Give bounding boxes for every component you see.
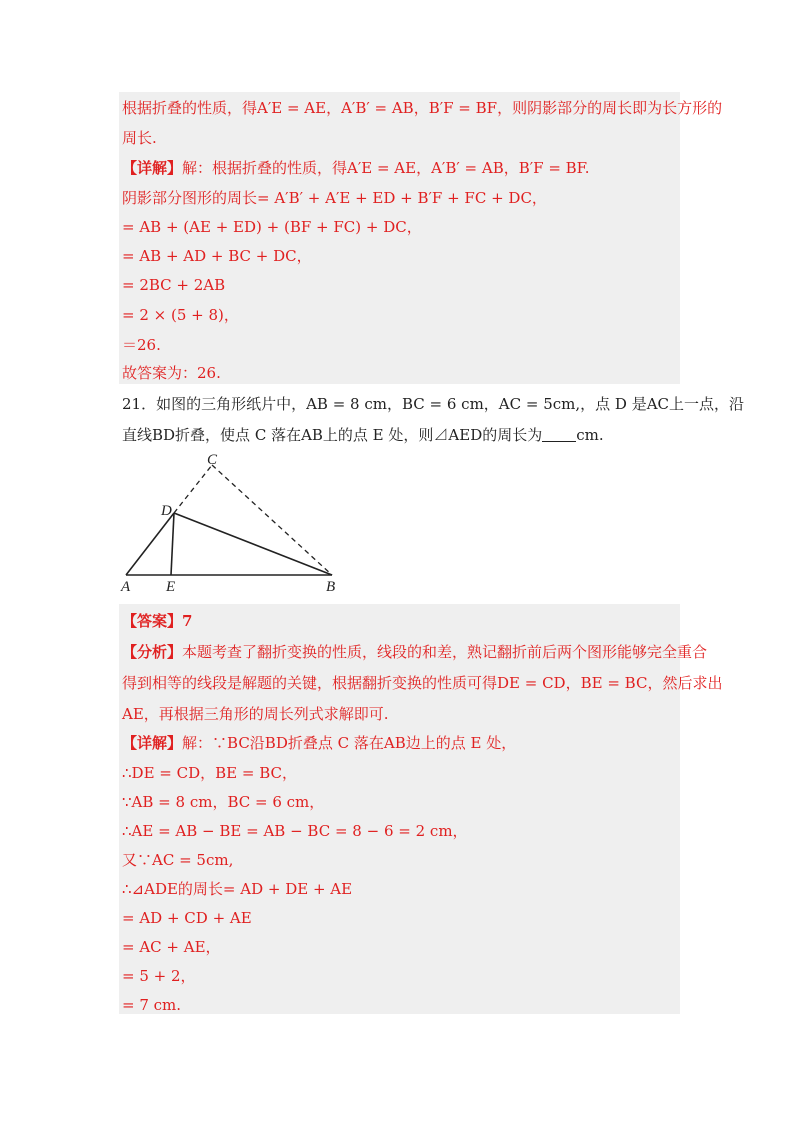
proof-step: = 5 + 2， bbox=[122, 967, 196, 985]
segment-DE bbox=[171, 513, 174, 575]
question-line-2 bbox=[122, 425, 604, 445]
step-line: = 2 × (5 + 8)， bbox=[122, 306, 239, 324]
dashed-CB bbox=[212, 465, 332, 575]
proof-step: ∴⊿ADE的周长= AD + DE + AE bbox=[122, 880, 353, 898]
segment-DB bbox=[174, 513, 332, 575]
analysis-line-1 bbox=[122, 642, 707, 662]
step-line: = 2BC + 2AB bbox=[122, 276, 226, 294]
final-answer-line: 故答案为：26. bbox=[122, 364, 221, 382]
proof-step: ∴AE = AB − BE = AB − BC = 8 − 6 = 2 cm， bbox=[122, 822, 468, 840]
proof-step: 又∵AC = 5cm, bbox=[122, 851, 234, 869]
label-B: B bbox=[326, 579, 336, 595]
proof-step: = AC + AE， bbox=[122, 938, 221, 956]
proof-step: ∵AB = 8 cm，BC = 6 cm， bbox=[122, 793, 325, 811]
detail-line-2 bbox=[122, 733, 516, 753]
analysis-line-3: AE，再根据三角形的周长列式求解即可. bbox=[122, 705, 389, 723]
triangle-figure bbox=[115, 448, 355, 598]
label-C: C bbox=[207, 452, 218, 468]
solution-block-top bbox=[119, 92, 680, 384]
label-D: D bbox=[161, 503, 172, 519]
detail-text-2: 解：∵BC沿BD折叠点 C 落在AB边上的点 E 处， bbox=[182, 734, 517, 752]
answer-blank bbox=[542, 427, 576, 442]
step-line: 阴影部分图形的周长= A′B′ + A′E + ED + B′F + FC + DC， bbox=[122, 189, 547, 207]
detail-tag-2: 【详解】 bbox=[122, 734, 183, 752]
question-text: 直线BD折叠，使点 C 落在AB上的点 E 处，则⊿AED的周长为 bbox=[122, 426, 543, 444]
label-E: E bbox=[166, 579, 176, 595]
solution-intro-line-1: 根据折叠的性质，得A′E = AE，A′B′ = AB，B′F = BF，则阴影部分的周长即为长方形的 bbox=[122, 99, 723, 117]
dashed-DC bbox=[174, 465, 212, 513]
analysis-text-1: 本题考查了翻折变换的性质，线段的和差，熟记翻折前后两个图形能够完全重合 bbox=[182, 643, 708, 661]
segment-AD bbox=[126, 513, 174, 575]
proof-step-final: = 7 cm. bbox=[122, 996, 182, 1014]
question-unit: cm. bbox=[576, 426, 604, 444]
proof-step: = AD + CD + AE bbox=[122, 909, 252, 927]
detail-line bbox=[122, 158, 590, 178]
analysis-tag: 【分析】 bbox=[122, 643, 183, 661]
detail-text: 解：根据折叠的性质，得A′E = AE，A′B′ = AB，B′F = BF. bbox=[182, 159, 590, 177]
analysis-line-2: 得到相等的线段是解题的关键，根据翻折变换的性质可得DE = CD，BE = BC，然后求出 bbox=[122, 674, 723, 692]
solution-intro-line-2: 周长. bbox=[122, 129, 157, 147]
label-A: A bbox=[121, 579, 131, 595]
question-line-1: 21．如图的三角形纸片中，AB = 8 cm，BC = 6 cm，AC = 5cm,，点 D 是AC上一点，沿 bbox=[122, 395, 745, 413]
answer-value: 7 bbox=[182, 612, 193, 630]
answer-line bbox=[122, 611, 192, 631]
step-line: ＝26. bbox=[122, 336, 161, 354]
detail-tag: 【详解】 bbox=[122, 159, 183, 177]
proof-step: ∴DE = CD，BE = BC， bbox=[122, 764, 297, 782]
step-line: = AB + (AE + ED) + (BF + FC) + DC， bbox=[122, 218, 422, 236]
answer-tag: 【答案】 bbox=[122, 612, 183, 630]
step-line: = AB + AD + BC + DC， bbox=[122, 247, 312, 265]
